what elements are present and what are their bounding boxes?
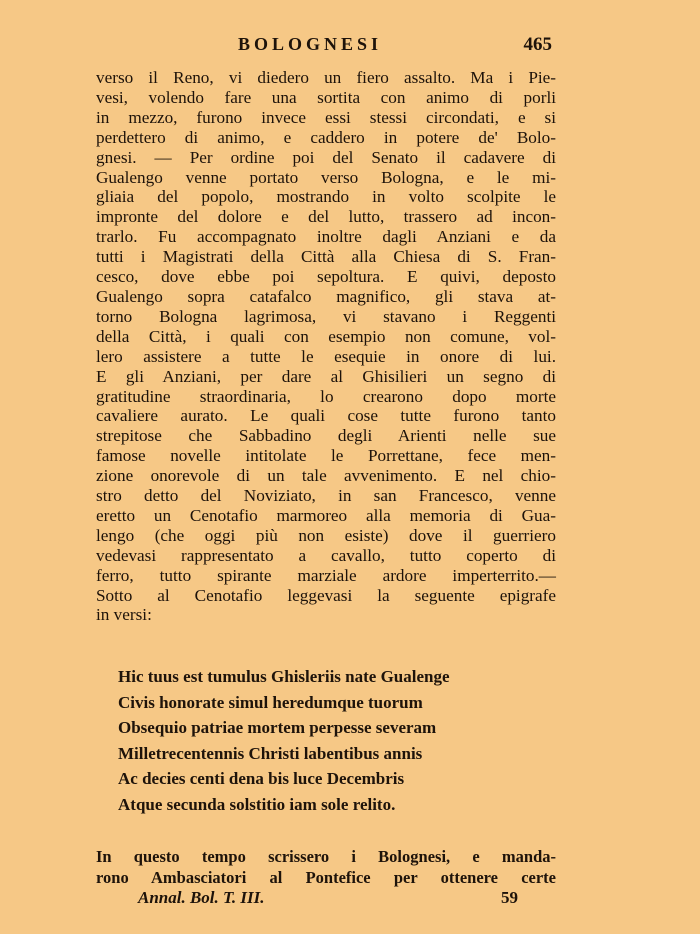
signature-note: Annal. Bol. T. III. [138,888,265,907]
text-line: eretto un Cenotafio marmoreo alla memoria di Gua- [96,505,556,525]
text-line: perdettero di animo, e caddero in potere de' Bolo- [96,127,556,147]
text-line: gnesi. — Per ordine poi del Senato il cadavere di [96,147,556,167]
verse-line: Civis honorate simul heredumque tuorum [118,692,423,712]
text-line: ferro, tutto spirante marziale ardore imperterrito.— [96,565,556,585]
verse-line: Obsequio patriae mortem perpesse severam [118,718,437,738]
text-line: trarlo. Fu accompagnato inoltre dagli Anziani e da [96,227,556,247]
text-line: verso il Reno, vi diedero un fiero assalto. Ma i Pie- [96,68,556,87]
text-line: in versi: [96,605,152,625]
page-number: 465 [523,34,552,55]
text-line: vedevasi rappresentato a cavallo, tutto coperto di [96,545,556,565]
verse-line: Ac decies centi dena bis luce Decembris [118,769,405,789]
text-line: lero assistere a tutte le esequie in onore di lui. [96,346,556,366]
text-line: tutti i Magistrati della Città alla Chiesa di S. Fran- [96,247,556,267]
text-line: famose novelle intitolate le Porrettane, fece men- [96,446,556,466]
verse-line: Hic tuus est tumulus Ghisleriis nate Gualenge [118,667,450,686]
text-line: in mezzo, furono invece essi stessi circondati, e si [96,107,556,127]
text-line: Gualengo venne portato verso Bologna, e le mi- [96,167,556,187]
text-line: Sotto al Cenotafio leggevasi la seguente epigrafe [96,585,556,605]
text-line: torno Bologna lagrimosa, vi stavano i Reggenti [96,306,556,326]
signature-mark: 59 [501,888,518,907]
verse-line: Milletrecentennis Christi labentibus annis [118,743,423,763]
body-text [96,68,556,625]
text-line: In questo tempo scrissero i Bolognesi, e manda- [96,847,556,866]
text-line: gliaia del popolo, mostrando in volto scolpite le [96,187,556,207]
text-line: zione onorevole di un tale avvenimento. E nel chio- [96,466,556,486]
text-line: cesco, dove ebbe poi sepoltura. E quivi, deposto [96,267,556,287]
verse-line: Atque secunda solstitio iam sole relito. [118,794,396,814]
text-line: stro detto del Noviziato, in san Francesco, venne [96,486,556,506]
text-line: Gualengo sopra catafalco magnifico, gli stava at- [96,286,556,306]
text-line: della Città, i quali con esempio non comune, vol- [96,326,556,346]
epigraph-verse [118,664,558,818]
text-line: E gli Anziani, per dare al Ghisilieri un segno di [96,366,556,386]
text-line: rono Ambasciatori al Pontefice per ottenere certe [96,868,556,887]
page-footer [138,888,518,910]
page-header [96,34,552,58]
text-line: gratitudine straordinaria, lo crearono dopo morte [96,386,556,406]
text-line: cavaliere aurato. Le quali cose tutte furono tanto [96,406,556,426]
running-head: BOLOGNESI [238,34,383,54]
text-line: strepitose che Sabbadino degli Arienti nelle sue [96,426,556,446]
continuation-text [96,846,556,888]
text-line: lengo (che oggi più non esiste) dove il guerriero [96,525,556,545]
text-line: impronte del dolore e del lutto, trassero ad incon- [96,207,556,227]
text-line: vesi, volendo fare una sortita con animo di porli [96,87,556,107]
